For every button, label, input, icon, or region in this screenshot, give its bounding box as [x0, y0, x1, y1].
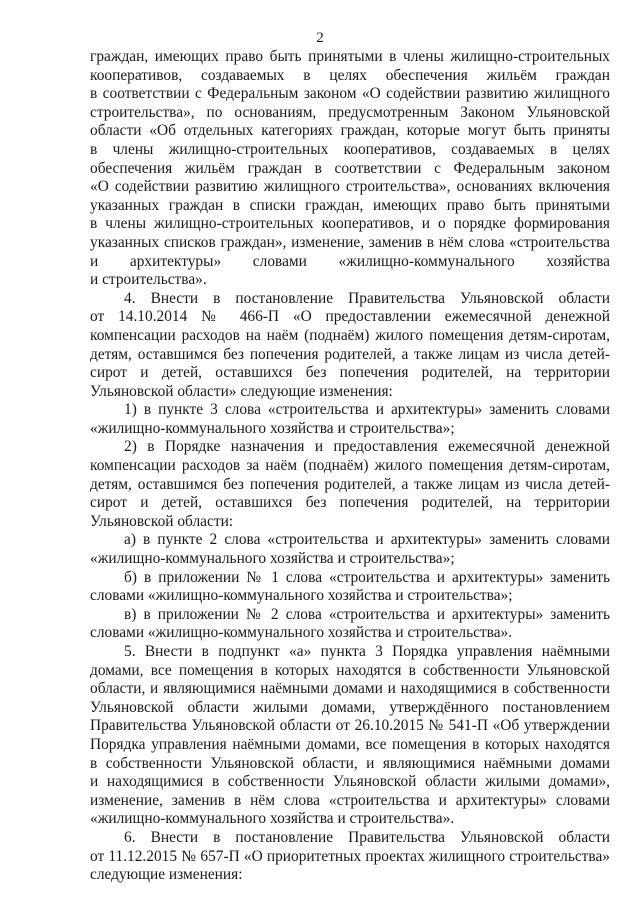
text-line: строительства», по основаниям, предусмотренным Законом Ульяновской	[90, 103, 610, 121]
text-line: 2) в Порядке назначения и предоставления ежемесячной денежной	[124, 438, 610, 456]
text-line: области, и являющимися наёмными домами и находящимися в собственности	[90, 680, 610, 698]
text-line: граждан, имеющих право быть принятыми в члены жилищно-строительных	[90, 48, 610, 65]
text-line: сирот и детей, оставшихся без попечения родителей, на территории	[90, 364, 610, 382]
text-line: а) в пункте 2 слова «строительства и архитектуры» заменить словами	[124, 531, 610, 549]
text-line: 6. Внести в постановление Правительства Ульяновской области	[124, 828, 610, 846]
text-line: Ульяновской области жилыми домами, утверждённого постановлением	[90, 698, 610, 716]
text-line: в соответствии с Федеральным законом «О содействии развитию жилищного	[90, 85, 610, 103]
text-line: 1) в пункте 3 слова «строительства и архитектуры» заменить словами	[124, 401, 610, 419]
text-line: б) в приложении № 1 слова «строительства и архитектуры» заменить	[124, 568, 610, 586]
text-line: и находящимися в собственности Ульяновской области жилыми домами»,	[90, 773, 610, 791]
document-body	[90, 48, 610, 885]
text-line: изменение, заменив в нём слова «строительства и архитектуры» словами	[90, 791, 610, 809]
text-line: «жилищно-коммунального хозяйства и строительства»;	[90, 419, 455, 437]
text-line: указанных граждан в списки граждан, имеющих право быть принятыми	[90, 196, 610, 214]
text-line: и архитектуры» словами «жилищно-коммунального хозяйства	[90, 252, 610, 270]
text-line: Ульяновской области:	[90, 512, 234, 530]
text-line: «О содействии развитию жилищного строительства», основаниях включения	[90, 178, 610, 196]
text-line: домами, все помещения в которых находятся в собственности Ульяновской	[90, 661, 610, 679]
text-line: «жилищно-коммунального хозяйства и строительства»;	[90, 550, 455, 568]
text-line: 5. Внести в подпункт «а» пункта 3 Порядка управления наёмными	[124, 643, 610, 660]
text-line: от 11.12.2015 № 657-П «О приоритетных проектах жилищного строительства»	[90, 847, 610, 865]
text-line: в) в приложении № 2 слова «строительства и архитектуры» заменить	[124, 605, 610, 623]
text-line: от 14.10.2014 № 466-П «О предоставлении ежемесячной денежной	[90, 308, 610, 326]
text-line: обеспечения жильём граждан в соответствии с Федеральным законом	[90, 159, 610, 177]
text-line: в собственности Ульяновской области, и являющимися наёмными домами	[90, 754, 610, 772]
text-line: детям, оставшимся без попечения родителей, а также лицам из числа детей-	[90, 475, 610, 493]
text-line: указанных списков граждан», изменение, заменив в нём слова «строительства	[90, 233, 610, 251]
text-line: в члены жилищно-строительных кооперативов, создаваемых в целях	[90, 140, 610, 158]
text-line: и строительства».	[90, 271, 207, 289]
text-line: кооперативов, создаваемых в целях обеспечения жильём граждан	[90, 66, 610, 84]
text-line: детям, оставшимся без попечения родителей, а также лицам из числа детей-	[90, 345, 610, 363]
text-line: «жилищно-коммунального хозяйства и строительства».	[90, 810, 455, 828]
text-line: Порядка управления наёмными домами, все помещения в которых находятся	[90, 735, 610, 753]
text-line: 4. Внести в постановление Правительства Ульяновской области	[124, 289, 610, 307]
text-line: словами «жилищно-коммунального хозяйства и строительства».	[90, 624, 513, 642]
text-line: Ульяновской области» следующие изменения:	[90, 382, 393, 400]
text-line: сирот и детей, оставшихся без попечения родителей, на территории	[90, 494, 610, 512]
page-number: 2	[316, 30, 324, 46]
text-line: в члены жилищно-строительных кооперативов, и о порядке формирования	[90, 215, 610, 233]
text-line: Правительства Ульяновской области от 26.10.2015 № 541-П «Об утверждении	[90, 717, 610, 735]
text-line: следующие изменения:	[90, 866, 243, 884]
text-line: словами «жилищно-коммунального хозяйства и строительства»;	[90, 587, 513, 605]
text-line: компенсации расходов на наём (поднаём) жилого помещения детям-сиротам,	[90, 326, 610, 344]
text-line: области «Об отдельных категориях граждан, которые могут быть приняты	[90, 122, 610, 140]
text-line: компенсации расходов за наём (поднаём) жилого помещения детям-сиротам,	[90, 457, 610, 475]
